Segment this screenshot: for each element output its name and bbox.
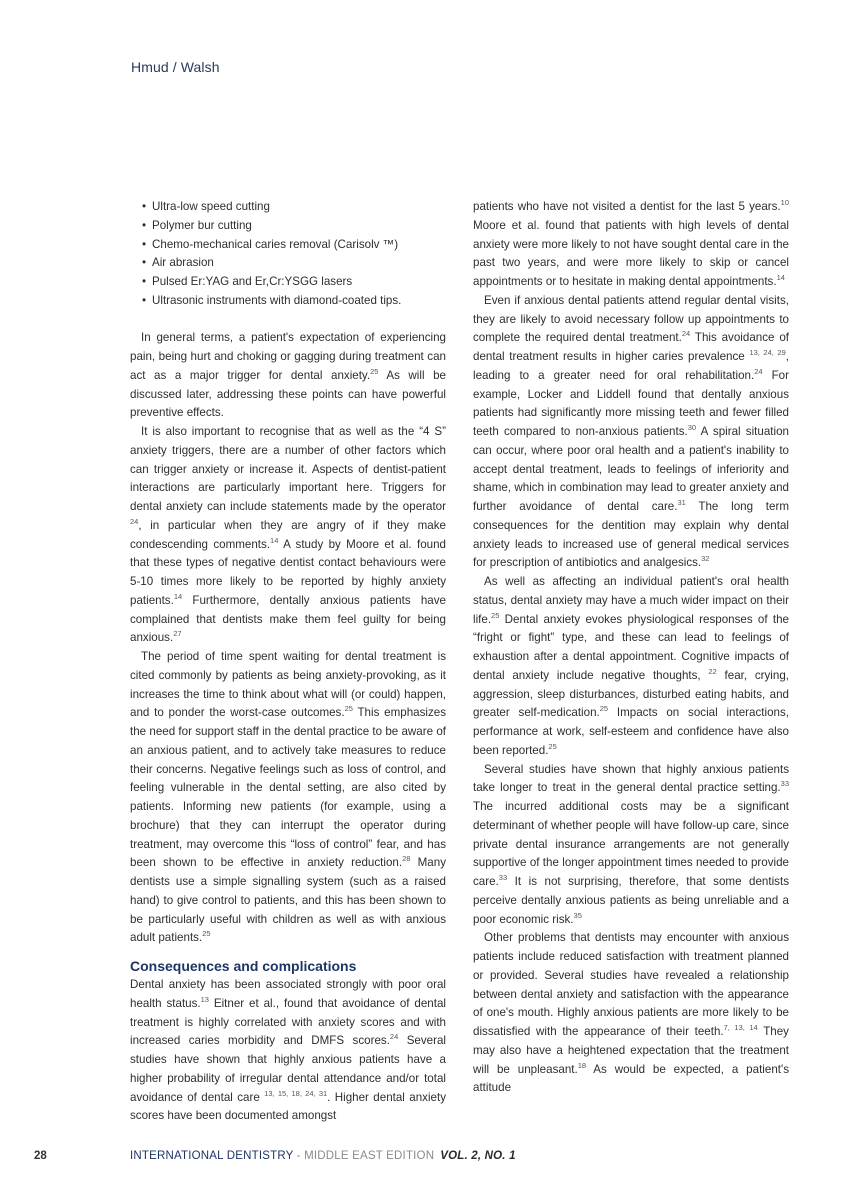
citation-superscript: 25 xyxy=(599,704,609,714)
left-column xyxy=(130,198,446,1126)
citation-superscript: 25 xyxy=(491,610,500,620)
journal-volume: VOL. 2, NO. 1 xyxy=(440,1150,516,1162)
citation-superscript: 13, 24, 29 xyxy=(749,348,786,357)
section-heading: Consequences and complications xyxy=(130,958,357,974)
paragraph: It is also important to recognise that as well as the “4 S” anxiety triggers, there are a number of other factors which can trigger anxiety or increase it. Aspects of dentist-patient interactions are particularly important here. Triggers for dental anxiety can include statements made by the operator $^{24}$, in particular when they are angry of if they make condescending comments.$^{14}$ A study by Moore et al. found that these types of negative dentist contact behaviours were 5-10 times more likely to be reported by highly anxiety patients.$^{14}$ Furthermore, dentally anxious patients have complained that dentists make them feel guilty for being anxious.$^{27}$ xyxy=(130,425,446,645)
citation-superscript: 28 xyxy=(402,854,411,864)
citation-superscript: 22 xyxy=(708,666,717,676)
paragraph: Other problems that dentists may encounter with anxious patients include reduced satisfaction with treatment planned or provided. Several studies have revealed a relationship between dental anxiety and satisfaction with the appearance of one's mouth. Highly anxious patients are more likely to be dissatisfied with the appearance of their teeth.$^{7, 13, 14}$ They may also have a heightened expectation that the treatment will be unpleasant.$^{18}$ As would be expected, a patient's attitude xyxy=(473,931,789,1095)
journal-edition: - MIDDLE EAST EDITION xyxy=(293,1150,435,1162)
citation-superscript: 24 xyxy=(389,1032,399,1042)
bullet-item: • Pulsed Er:YAG and Er,Cr:YSGG lasers xyxy=(142,273,446,292)
running-head-authors: Hmud / Walsh xyxy=(131,59,220,75)
right-column xyxy=(473,198,789,1098)
citation-superscript: 24 xyxy=(130,516,139,526)
bullet-item: • Polymer bur cutting xyxy=(142,217,446,236)
citation-superscript: 33 xyxy=(780,779,789,789)
citation-superscript: 14 xyxy=(173,591,183,601)
citation-superscript: 30 xyxy=(687,423,697,432)
citation-superscript: 31 xyxy=(677,498,686,507)
technique-bullet-list xyxy=(130,198,446,311)
journal-title xyxy=(130,1150,516,1162)
citation-superscript: 25 xyxy=(548,741,557,751)
citation-superscript: 24 xyxy=(681,329,691,339)
bullet-item: • Air abrasion xyxy=(142,254,446,273)
paragraph: The period of time spent waiting for dental treatment is cited commonly by patients as being anxiety-provoking, as it increases the time to think about what will (or could) happen, and to ponder the worst-case outcomes.$^{25}$ This emphasizes the need for support staff in the dental practice to be aware of an anxious patient, and to actively take measures to reduce their concerns. Negative feelings such as loss of control, and feeling vulnerable in the dental setting, are also cited by patients. Informing new patients (for example, using a brochure) that they can interrupt the operator during treatment, may overcome this “loss of control” fear, and has been shown to be effective in anxiety reduction.$^{28}$ Many dentists use a simple signalling system (such as a raised hand) to give control to patients, and this has been shown to be particularly useful with children as well as with anxious adult patients.$^{25}$ xyxy=(130,650,447,945)
page-number: 28 xyxy=(34,1150,47,1162)
paragraph: Even if anxious dental patients attend regular dental visits, they are likely to avoid necessary follow up appointments to complete the required dental treatment.$^{24}$ This avoidance of dental treatment results in higher caries prevalence $^{13, 24, 29}$, leading to a greater need for oral rehabilitation.$^{24}$ For example, Locker and Liddell found that dentally anxious patients had significantly more missing teeth and fewer filled teeth compared to non-anxious patients.$^{30}$ A spiral situation can occur, where poor oral health and a patient's inability to accept dental treatment, leads to feelings of inferiority and shame, which in combination may lead to greater anxiety and further avoidance of dental care.$^{31}$ The long term consequences for the dentition may explain why dental anxiety leads to increased use of general medical services for prescription of antibiotics and analgesics.$^{32}$ xyxy=(473,293,789,570)
bullet-item: • Ultra-low speed cutting xyxy=(142,198,446,217)
citation-superscript: 14 xyxy=(270,535,279,545)
citation-superscript: 35 xyxy=(573,910,582,920)
paragraph: patients who have not visited a dentist for the last 5 years.$^{10}$ Moore et al. found that patients with high levels of dental anxiety were more likely to not have sought dental care in the past two years, and were more likely to skip or cancel appointments or to hesitate in making dental appointments.$^{14}$ xyxy=(473,198,789,288)
citation-superscript: 14 xyxy=(776,273,785,282)
paragraph: Several studies have shown that highly anxious patients take longer to treat in the general dental practice setting.$^{33}$ The incurred additional costs may be a significant determinant of whether people will have follow-up care, since private dental insurance arrangements are not generally supportive of the longer appointment times needed to provide care.$^{33}$ It is not surprising, therefore, that some dentists perceive dentally anxious patients as being unreliable and a poor economic risk.$^{35}$ xyxy=(473,762,789,926)
paragraph: As well as affecting an individual patient's oral health status, dental anxiety may have a much wider impact on their life.$^{25}$ Dental anxiety evokes physiological responses of the “fright or fight” type, and these can lead to feelings of exhaustion after a dental appointment. Cognitive impacts of dental anxiety include negative thoughts, $^{22}$ fear, crying, aggression, sleep disturbances, disturbed eating habits, and greater self-medication.$^{25}$ Impacts on social interactions, performance at work, self-esteem and confidence have also been reported.$^{25}$ xyxy=(473,575,789,757)
paragraph: Dental anxiety has been associated strongly with poor oral health status.$^{13}$ Eitner et al., found that avoidance of dental treatment is highly correlated with anxiety scores and with increased caries morbidity and DMFS scores.$^{24}$ Several studies have shown that highly anxious patients have a higher probability of irregular dental attendance and/or total avoidance of dental care $^{13, 15, 18, 24, 31}$. Higher dental anxiety scores have been documented amongst xyxy=(130,978,447,1123)
journal-name: INTERNATIONAL DENTISTRY xyxy=(130,1150,294,1162)
bullet-item: • Ultrasonic instruments with diamond-coated tips. xyxy=(142,292,446,311)
citation-superscript: 25 xyxy=(344,704,353,714)
citation-superscript: 25 xyxy=(202,929,211,939)
citation-superscript: 13, 15, 18, 24, 31 xyxy=(264,1088,328,1098)
citation-superscript: 24 xyxy=(754,366,763,376)
citation-superscript: 13 xyxy=(200,994,209,1004)
citation-superscript: 7, 13, 14 xyxy=(723,1023,758,1032)
citation-superscript: 33 xyxy=(498,873,508,882)
citation-superscript: 32 xyxy=(701,554,710,564)
citation-superscript: 25 xyxy=(370,366,379,376)
bullet-item: • Chemo-mechanical caries removal (Carisolv ™) xyxy=(142,236,446,255)
paragraph: In general terms, a patient's expectation of experiencing pain, being hurt and choking or gagging during treatment can act as a major trigger for dental anxiety.$^{25}$ As will be discussed later, addressing these points can have powerful preventive effects. xyxy=(130,331,446,420)
citation-superscript: 18 xyxy=(577,1060,587,1070)
citation-superscript: 10 xyxy=(780,198,789,207)
spacer xyxy=(130,311,446,330)
citation-superscript: 27 xyxy=(173,629,182,639)
